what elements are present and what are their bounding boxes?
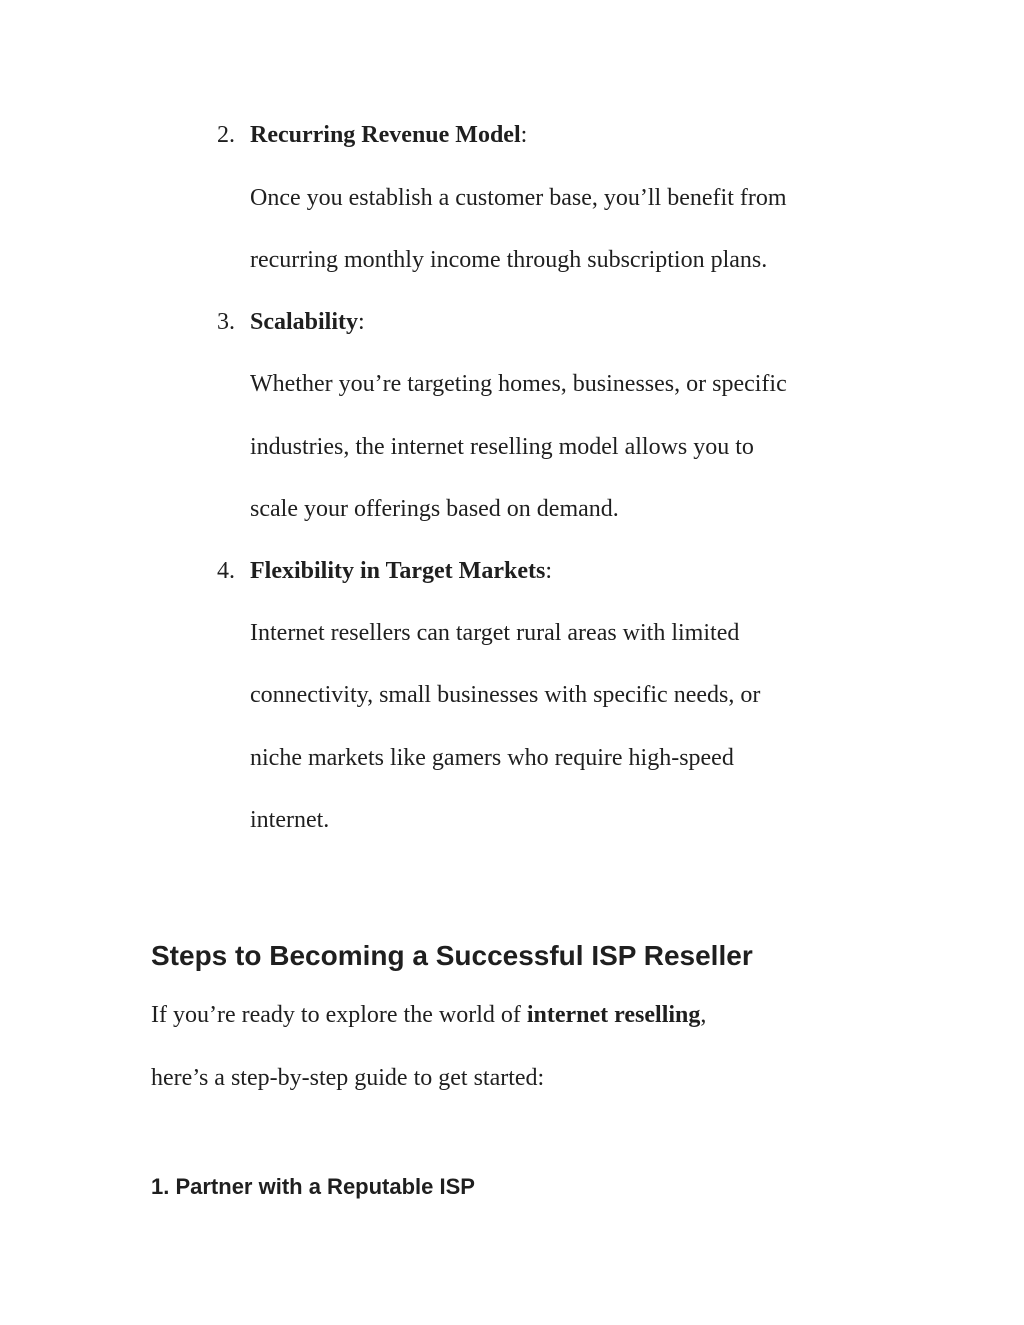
list-item-title-bold: Scalability [250,309,359,335]
step-subheading: 1. Partner with a Reputable ISP [151,1174,475,1199]
intro-paragraph-line-2: here’s a step-by-step guide to get started: [151,1065,545,1091]
list-item-title [250,123,527,147]
list-item-line: Whether you’re targeting homes, businesses, or specific [250,371,787,397]
list-item-title-suffix: : [545,558,552,584]
section-heading: Steps to Becoming a Successful ISP Reseller [151,940,753,971]
intro-suffix: , [700,1002,707,1028]
list-item-line: Once you establish a customer base, you’ll benefit from [250,185,787,211]
list-item-title-suffix: : [358,309,365,335]
intro-bold-term: internet reselling [526,1002,701,1028]
list-item-line: internet. [250,807,330,833]
list-item-line: connectivity, small businesses with specific needs, or [250,682,761,708]
list-item-line: niche markets like gamers who require high-speed [250,745,734,771]
list-item-line: scale your offerings based on demand. [250,496,619,522]
list-item-line: industries, the internet reselling model allows you to [250,434,754,460]
list-item-title-bold: Recurring Revenue Model [250,122,521,148]
list-item-title-suffix: : [520,122,528,148]
list-item-title-bold: Flexibility in Target Markets [250,558,546,584]
list-item-title [250,310,365,334]
intro-prefix: If you’re ready to explore the world of [151,1002,527,1028]
intro-paragraph-line-1 [151,1003,706,1027]
list-item-line: recurring monthly income through subscription plans. [250,247,768,273]
list-item-line: Internet resellers can target rural areas with limited [250,620,740,646]
list-number: 3. [217,309,235,335]
list-number: 2. [217,122,235,148]
list-item-title [250,559,552,583]
list-number: 4. [217,558,235,584]
